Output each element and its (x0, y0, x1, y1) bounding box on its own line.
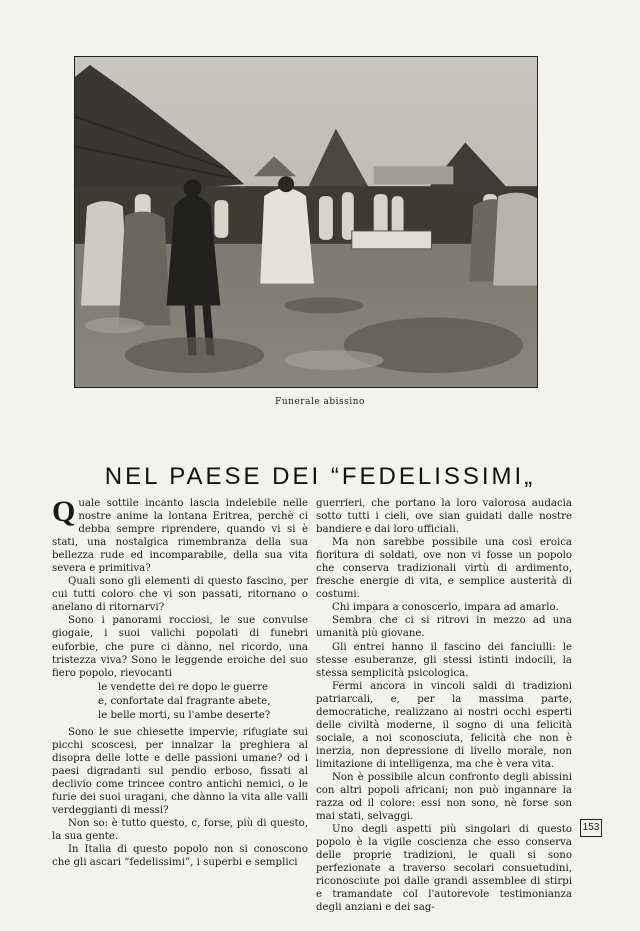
right-column (316, 497, 572, 915)
photo-caption: Funerale abissino (275, 397, 365, 407)
verse-line: le vendette dei re dopo le guerre (98, 681, 269, 693)
paragraph: Fermi ancora in vincoli saldi di tradizioni patriarcali, e, per la massima parte, democratiche, realizzano ai nostri occhi esperti delle civiltà moderne, il sogno di una felicità sociale, a noi sconosciuta, felicità che non è inerzia, non depressione di livello morale, non limitazione di intelligenza, ma che è vera vita. (316, 680, 572, 770)
paragraph: Non è possibile alcun confronto degli abissini con altri popoli africani; non può ingannare la razza od il colore: essi non sono, nè forse son mai stati, selvaggi. (316, 771, 572, 823)
left-column (52, 497, 308, 869)
paragraph: Sembra che ci si ritrovi in mezzo ad una umanità più giovane. (316, 615, 572, 640)
paragraph: Sono le sue chiesette impervie, rifugiate sui picchi scoscesi, per innalzar la preghiera al disopra delle lotte e delle passioni umane? od i paesi digradanti sul pendio erboso, fissati al declivio come trincee contro antichi nemici, o le furie dei suoi uragani, che dànno la vita alle valli verdeggianti di messi? (52, 726, 308, 816)
paragraph: Sono i panorami rocciosi, le sue convulse giogaie, i suoi valichi popolati di funebri euforbie, che pure ci dànno, nel ricordo, una tristezza viva? Sono le leggende eroiche del suo fiero popolo, rievocanti (52, 615, 308, 679)
verse-line: e, confortate dal fragrante abete, (98, 695, 271, 707)
paragraph: Ma non sarebbe possibile una così eroica fioritura di soldati, ove non vi fosse un popolo che conserva tradizionali virtù di ardimento, fresche energie di vita, e semplice austerità di costumi. (316, 537, 572, 601)
paragraph: guerrieri, che portano la loro valorosa audacia sotto tutti i cieli, ove sian guidati dalle nostre bandiere e dai loro ufficiali. (316, 498, 572, 536)
paragraph (52, 497, 308, 575)
paragraph: Quali sono gli elementi di questo fascino, per cui tutti coloro che vi son passati, ritornano o anelano di ritornarvi? (52, 576, 308, 614)
funeral-photograph (74, 56, 538, 388)
paragraph-text: uale sottile incanto lascia indelebile nelle nostre anime la lontana Eritrea, perchè ci debba sempre riprendere, quando vi si è stati, una nostalgica rimembranza della sua bellezza rude ed incomparabile, della sua vita severa e primitiva? (52, 498, 308, 575)
page-number: 153 (580, 819, 602, 837)
paragraph: In Italia di questo popolo non si conoscono che gli ascari “fedelissimi”, i superbi e semplici (52, 844, 308, 869)
verse-quote (52, 681, 308, 723)
paragraph: Uno degli aspetti più singolari di questo popolo è la vigile coscienza che esso conserva delle proprie tradizioni, le quali si sono perfezionate a traverso secolari consuetudini, riconosciute poi dalle grandi assemblee di stirpi e tramandate col l'autorevole testimonianza degli anziani e dei sag- (316, 824, 572, 914)
paragraph: Non so: è tutto questo, c, forse, più di questo, la sua gente. (52, 817, 308, 843)
drop-cap: Q (52, 495, 76, 528)
verse-line: le belle morti, su l'ambe deserte? (98, 709, 271, 721)
photo-illustration (75, 57, 537, 387)
paragraph: Gli entrei hanno il fascino dei fanciulli: le stesse esuberanze, gli stessi istinti indocili, la stessa semplicità psicologica. (316, 641, 572, 679)
article-title: NEL PAESE DEI “FEDELISSIMI„ (104, 463, 536, 491)
paragraph: Chi impara a conoscerlo, impara ad amarlo. (332, 602, 559, 614)
